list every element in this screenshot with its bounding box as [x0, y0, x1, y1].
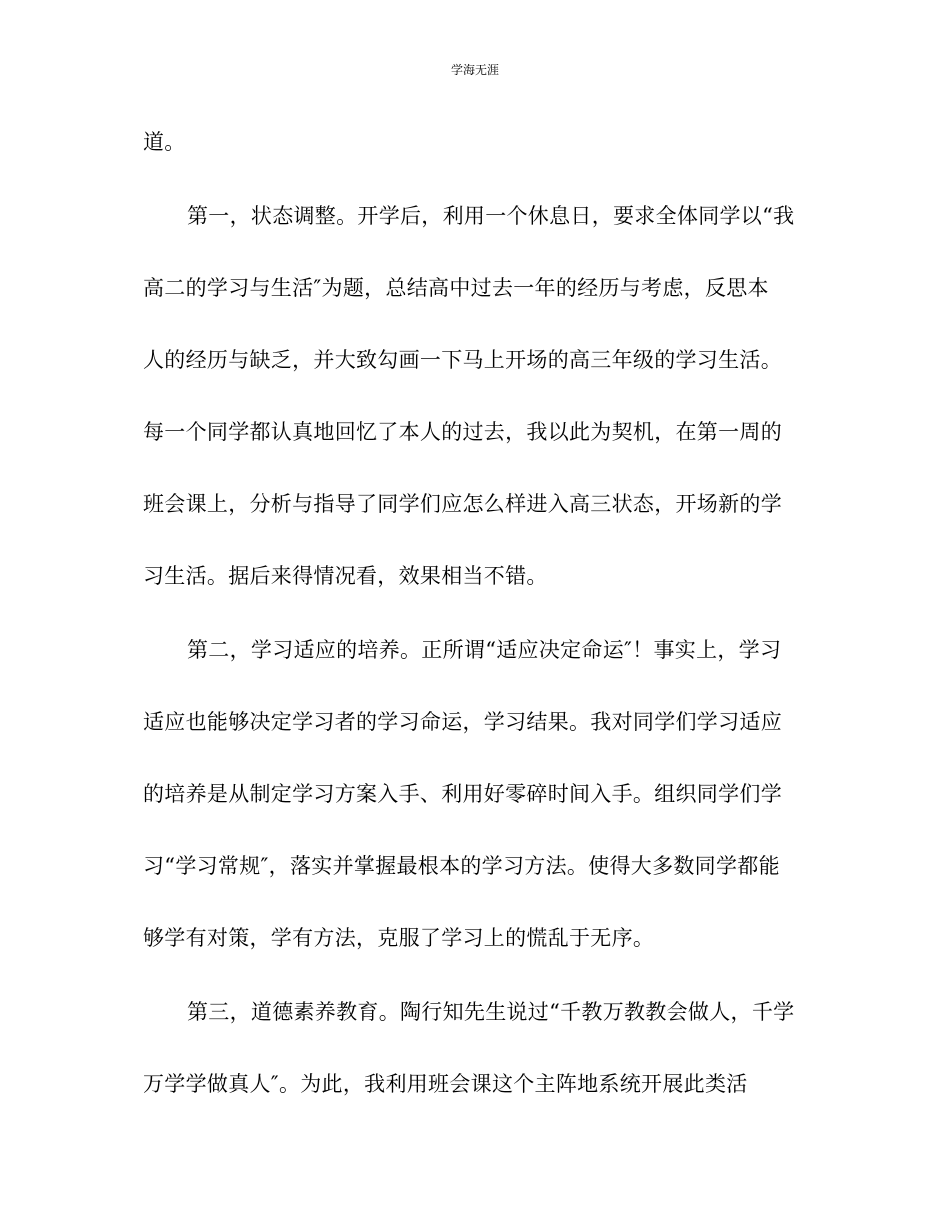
text-line: 班会课上，分析与指导了同学们应怎么样进入高三状态，开场新的学: [143, 492, 782, 516]
text-line: 习“学习常规″，落实并掌握最根本的学习方法。使得大多数同学都能: [143, 854, 780, 878]
text-line: 万学学做真人″。为此，我利用班会课这个主阵地系统开展此类活: [143, 1072, 748, 1096]
paragraph-start-line: 第一，状态调整。开学后，利用一个休息日，要求全体同学以“我: [187, 204, 795, 228]
text-line: 习生活。据后来得情况看，效果相当不错。: [143, 564, 548, 588]
paragraph-start-line: 第三，道德素养教育。陶行知先生说过“千教万教教会做人，千学: [187, 1000, 795, 1024]
text-line: 每一个同学都认真地回忆了本人的过去，我以此为契机，在第一周的: [143, 420, 782, 444]
text-line: 高二的学习与生活″为题，总结高中过去一年的经历与考虑，反思本: [143, 276, 769, 300]
paragraph-start-line: 第二，学习适应的培养。正所谓“适应决定命运″！事实上，学习: [187, 638, 782, 662]
page-header: 学海无涯: [450, 63, 499, 77]
text-line: 道。: [143, 130, 186, 154]
text-line: 人的经历与缺乏，并大致勾画一下马上开场的高三年级的学习生活。: [143, 348, 782, 372]
text-line: 适应也能够决定学习者的学习命运，学习结果。我对同学们学习适应: [143, 710, 782, 734]
text-line: 的培养是从制定学习方案入手、利用好零碎时间入手。组织同学们学: [143, 782, 782, 806]
text-line: 够学有对策，学有方法，克服了学习上的慌乱于无序。: [143, 926, 655, 950]
